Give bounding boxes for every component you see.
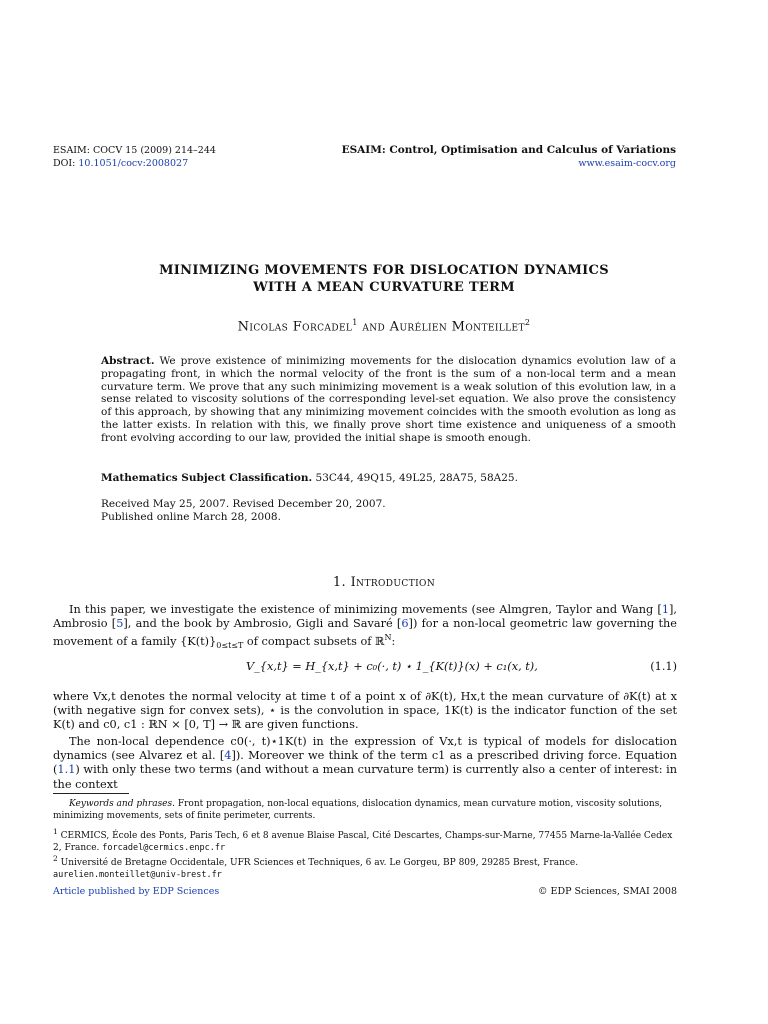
email-2: aurelien.monteillet@univ-brest.fr	[53, 869, 222, 880]
title-line-1: MINIMIZING MOVEMENTS FOR DISLOCATION DYNAMICS	[159, 263, 609, 278]
doi-line	[53, 157, 216, 170]
paper-title	[70, 262, 698, 296]
ref-link-4[interactable]: 4	[224, 749, 232, 763]
footnote-rule	[53, 793, 129, 794]
section-heading	[53, 575, 715, 590]
abstract-text: We prove existence of minimizing movements for the dislocation dynamics evolution law of a propagating front, in which the normal velocity of the front is the sum of a non-local term and a mean curvature term. We prove that any such minimizing movement is a weak solution of this evolution law, in a sense related to viscosity solutions of the corresponding level-set equation. We also prove the consistency of this approach, by showing that any minimizing movement coincides with the smooth evolution as long as the latter exists. In relation with this, we finally prove short time existence and uniqueness of a smooth front evolving according to our law, provided the initial shape is smooth enough.	[101, 355, 676, 444]
para1-text-e: of compact subsets of ℝ	[243, 635, 385, 649]
para1-superscript: N	[384, 633, 392, 643]
affiliation-2-text: Université de Bretagne Occidentale, UFR Sciences et Techniques, 6 av. Le Gorgeu, BP 809, 29285 Brest, France.	[60, 858, 579, 868]
para3-text-a: The non-local dependence c0(·, t)⋆1K(t) in the expression of Vx,t is typical of models for dislocation dynamics (see Alvarez et al. [	[53, 735, 677, 763]
publisher-link[interactable]: Article published by EDP Sciences	[53, 886, 220, 897]
keywords-label: Keywords and phrases.	[69, 799, 175, 809]
ref-link-6[interactable]: 6	[401, 617, 409, 631]
published-date: Published online March 28, 2008.	[101, 510, 281, 523]
section-title: Introduction	[350, 575, 436, 590]
journal-url-link[interactable]: www.esaim-cocv.org	[578, 158, 676, 169]
doi-prefix: DOI:	[53, 158, 79, 169]
intro-paragraph-3	[53, 735, 677, 792]
author-1-mark: 1	[352, 318, 358, 327]
ref-link-1[interactable]: 1	[661, 603, 669, 616]
doi-link[interactable]: 10.1051/cocv:2008027	[78, 158, 189, 169]
affiliation-footnote-1	[53, 826, 677, 854]
abstract	[101, 355, 676, 445]
affiliation-1-text: CERMICS, École des Ponts, Paris Tech, 6 et 8 avenue Blaise Pascal, Cité Descartes, Champs-sur-Marne, 77455 Marne-la-Vallée Cedex 2, France.	[53, 831, 673, 853]
keywords-text: Front propagation, non-local equations, dislocation dynamics, mean curvature motion, viscosity solutions, minimizing movements, sets of finite perimeter, currents.	[53, 799, 663, 821]
msc-classification	[101, 472, 676, 485]
equation-number: (1.1)	[650, 660, 677, 673]
para1-text-a: In this paper, we investigate the existence of minimizing movements (see Almgren, Taylor and Wang [	[69, 603, 662, 616]
email-1: forcadel@cermics.enpc.fr	[102, 842, 226, 853]
para1-text-b: ], Ambrosio [	[53, 603, 677, 631]
para1-text-f: :	[391, 635, 396, 649]
equation-ref-link[interactable]: 1.1	[57, 763, 76, 777]
title-line-2: WITH A MEAN CURVATURE TERM	[253, 280, 515, 295]
para1-text-d: ]) for a non-local geometric law governing the movement of a family {K(t)}	[53, 617, 677, 649]
author-joiner: and	[357, 319, 390, 335]
publication-dates	[101, 498, 676, 523]
author-2-mark: 2	[524, 318, 531, 327]
author-2: Aurélien Monteillet	[389, 319, 525, 335]
footnote-1-mark: 1	[53, 827, 58, 836]
journal-name: ESAIM: Control, Optimisation and Calculus of Variations	[341, 144, 676, 156]
msc-label: Mathematics Subject Classification.	[101, 472, 313, 484]
para3-text-c: ) with only these two terms (and without a mean curvature term) is currently also a center of interest: in the context	[53, 763, 677, 791]
para3-text-b: ]). Moreover we think of the term c1 as a prescribed driving force. Equation (	[53, 749, 677, 777]
author-1: Nicolas Forcadel	[237, 319, 353, 335]
keywords-footnote	[53, 799, 677, 822]
intro-paragraph-2: where Vx,t denotes the normal velocity at time t of a point x of ∂K(t), Hx,t the mean curvature of ∂K(t) at x (with negative sign for convex sets), ⋆ is the convolution in space, 1K(t) is the indicator function of the set K(t) and c0, c1 : ℝN × [0, T] → ℝ are given functions.	[53, 690, 677, 732]
para1-subscript: 0≤t≤T	[216, 641, 244, 651]
journal-volume: ESAIM: COCV 15 (2009) 214–244	[53, 145, 216, 156]
footnote-2-mark: 2	[53, 854, 58, 863]
header-journal	[342, 144, 676, 170]
author-list	[70, 318, 698, 334]
equation-expression: V_{x,t} = H_{x,t} + c₀(·, t) ⋆ 1_{K(t)}(x) + c₁(x, t),	[246, 660, 538, 673]
received-date: Received May 25, 2007. Revised December 20, 2007.	[101, 498, 386, 510]
ref-link-5[interactable]: 5	[116, 617, 124, 631]
section-number: 1.	[332, 575, 351, 590]
abstract-label: Abstract.	[101, 355, 155, 367]
copyright-notice: © EDP Sciences, SMAI 2008	[538, 886, 677, 897]
header-journal-ref	[53, 144, 216, 170]
msc-codes: 53C44, 49Q15, 49L25, 28A75, 58A25.	[315, 472, 518, 484]
affiliation-footnote-2	[53, 853, 677, 881]
publisher-footer	[53, 886, 219, 897]
para1-text-c: ], and the book by Ambrosio, Gigli and Savaré [	[123, 617, 402, 631]
intro-paragraph-1	[53, 603, 677, 654]
